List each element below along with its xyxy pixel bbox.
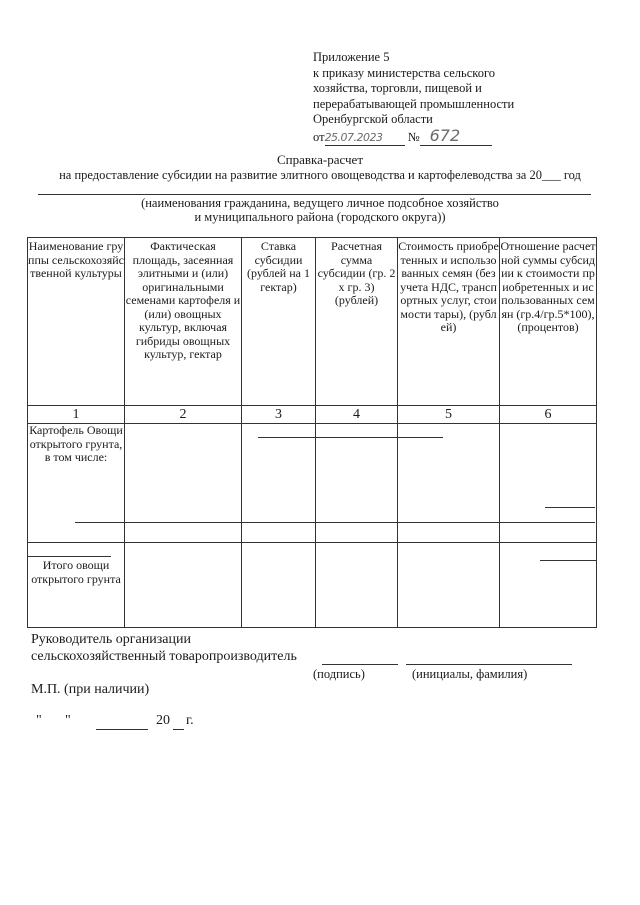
date-quote-open: " — [36, 713, 42, 728]
appendix-block — [313, 50, 514, 146]
appendix-line: хозяйства, торговли, пищевой и — [313, 81, 482, 95]
header-cell: Расчетная сумма субсидии (гр. 2 х гр. 3) (рублей) — [316, 238, 398, 406]
stamp-label: М.П. (при наличии) — [31, 682, 150, 697]
handwritten-number: 672 — [429, 125, 461, 145]
divider — [540, 560, 596, 561]
table-cell[interactable] — [316, 543, 398, 628]
number-field — [420, 125, 492, 147]
signature-line — [322, 664, 398, 665]
table-cell[interactable] — [500, 543, 597, 628]
header-cell: Стоимость приобретенных и использованных семян (без учета НДС, транспортных услуг, стоимости тары), (рублей) — [398, 238, 500, 406]
table-row — [28, 543, 597, 628]
header-cell: Отношение расчетной суммы субсидии к стоимости приобретенных и использованных семян (гр.4/гр.5*100), (процентов) — [500, 238, 597, 406]
divider — [545, 507, 595, 508]
column-number: 2 — [125, 406, 242, 424]
table-cell[interactable] — [398, 543, 500, 628]
table-cell[interactable] — [125, 543, 242, 628]
from-prefix: от — [313, 129, 325, 144]
subsidy-table — [27, 237, 597, 628]
appendix-line: Приложение 5 — [313, 50, 390, 64]
appendix-line: к приказу министерства сельского — [313, 65, 496, 80]
header-cell: Фактическая площадь, засеянная элитными и (или) оригинальными семенами картофеля и (или) овощных культур, включая гибриды овощных культур, гектар — [125, 238, 242, 406]
table-cell[interactable] — [398, 424, 500, 543]
appendix-line: Оренбургской области — [313, 112, 433, 126]
document-title: Справка-расчет — [276, 152, 364, 167]
table-row — [28, 424, 597, 543]
column-number: 1 — [28, 406, 125, 424]
handwritten-date: 25.07.2023 — [324, 130, 383, 144]
column-numbers-row — [28, 406, 597, 424]
table-cell[interactable] — [242, 543, 316, 628]
applicant-caption-line2: и муниципального района (городского округа)) — [194, 210, 446, 224]
name-line — [406, 664, 572, 665]
order-reference — [313, 125, 514, 147]
column-number: 4 — [316, 406, 398, 424]
date-quote-close: " — [65, 713, 71, 728]
table-header-row — [28, 238, 597, 406]
year-prefix: 20 — [156, 713, 170, 728]
document-subtitle: на предоставление субсидии на развитие элитного овощеводства и картофелеводства за 20___ год — [59, 168, 581, 182]
applicant-caption-line1: (наименования гражданина, ведущего личное подсобное хозяйство — [141, 196, 499, 210]
name-caption: (инициалы, фамилия) — [412, 667, 528, 681]
signature-caption: (подпись) — [313, 667, 365, 681]
header-cell: Наименование группы сельскохозяйственной культуры — [28, 238, 125, 406]
table-cell[interactable] — [125, 424, 242, 543]
year-line — [173, 729, 184, 730]
producer-label: сельскохозяйственный товаропроизводитель — [31, 649, 297, 664]
year-suffix: г. — [186, 713, 194, 728]
table-cell[interactable] — [242, 424, 316, 543]
row-label: Картофель Овощи открытого грунта, в том числе: — [28, 424, 125, 543]
number-prefix: № — [407, 129, 420, 144]
column-number: 5 — [398, 406, 500, 424]
divider — [258, 437, 443, 438]
divider — [75, 522, 595, 523]
column-number: 3 — [242, 406, 316, 424]
applicant-name-line — [38, 194, 591, 195]
divider — [27, 556, 111, 557]
head-label: Руководитель организации — [31, 632, 191, 647]
table-cell[interactable] — [500, 424, 597, 543]
appendix-line: перерабатывающей промышленности — [313, 96, 515, 111]
table-cell[interactable] — [316, 424, 398, 543]
date-field — [325, 130, 405, 147]
column-number: 6 — [500, 406, 597, 424]
header-cell: Ставка субсидии (рублей на 1 гектар) — [242, 238, 316, 406]
row-label: Итого овощи открытого грунта — [28, 543, 125, 628]
month-line — [96, 729, 148, 730]
